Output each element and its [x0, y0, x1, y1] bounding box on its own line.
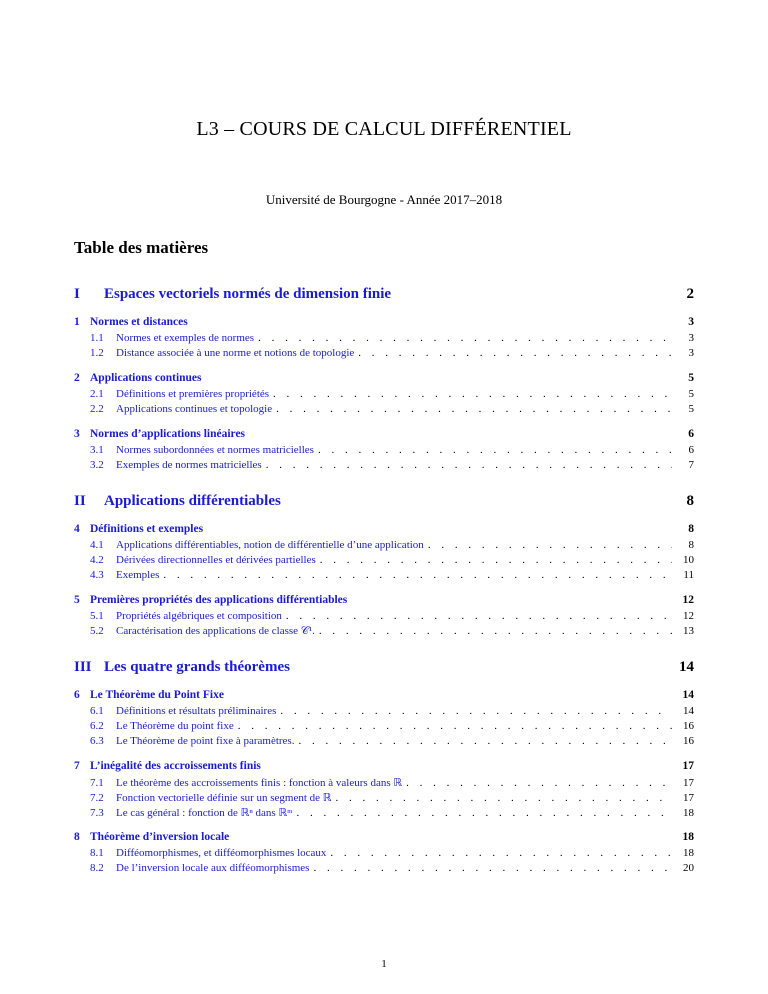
toc-entry-title[interactable]: Exemples: [116, 569, 160, 581]
toc-entry-number: 7.1: [90, 777, 104, 789]
toc-entry-number: 5: [74, 594, 80, 606]
toc-entry-page: 10: [683, 554, 694, 566]
toc-entry-number: 3.1: [90, 444, 104, 456]
toc-chapter[interactable]: [74, 372, 694, 388]
toc-entry-page: 8: [688, 539, 694, 551]
toc-entry-page: 14: [679, 659, 694, 675]
toc-section[interactable]: [90, 332, 694, 347]
toc-section[interactable]: [90, 847, 694, 862]
toc-entry-number: 2.1: [90, 388, 104, 400]
toc-leader-dots: [297, 807, 672, 819]
toc-section[interactable]: [90, 791, 694, 806]
toc-entry-title[interactable]: Le théorème des accroissements finis : fonction à valeurs dans ℝ: [116, 777, 403, 789]
toc-entry-page: 2: [686, 286, 694, 302]
toc-leader-dots: [336, 792, 672, 804]
toc-entry-title[interactable]: Définitions et résultats préliminaires: [116, 705, 277, 717]
toc-leader-dots: [163, 569, 672, 581]
toc-entry-title[interactable]: Applications continues et topologie: [116, 403, 273, 415]
toc-entry-title[interactable]: Définitions et exemples: [90, 523, 204, 535]
toc-entry-title[interactable]: Normes et distances: [90, 316, 188, 328]
toc-entry-number: I: [74, 286, 80, 302]
toc-section[interactable]: [90, 735, 694, 750]
toc-entry-number: 3: [74, 428, 80, 440]
toc-leader-dots: [286, 610, 672, 622]
toc-leader-dots: [280, 705, 672, 717]
toc-entry-page: 8: [688, 523, 694, 535]
toc-entry-title[interactable]: Caractérisation des applications de classe 𝒞¹.: [116, 625, 315, 637]
toc-entry-title[interactable]: Normes et exemples de normes: [116, 332, 255, 344]
toc-leader-dots: [238, 720, 672, 732]
toc-section[interactable]: [90, 705, 694, 720]
toc-section[interactable]: [90, 862, 694, 877]
toc-entry-number: III: [74, 659, 92, 675]
toc-entry-page: 17: [683, 792, 694, 804]
toc-entry-page: 18: [682, 831, 694, 843]
toc-section[interactable]: [90, 806, 694, 821]
toc-leader-dots: [358, 347, 672, 359]
toc-entry-title[interactable]: Le Théorème de point fixe à paramètres.: [116, 735, 295, 747]
toc-entry-number: 7.3: [90, 807, 104, 819]
toc-entry-title[interactable]: Applications différentiables, notion de différentielle d’une application: [116, 539, 424, 551]
toc-chapter[interactable]: [74, 831, 694, 847]
toc-entry-title[interactable]: Exemples de normes matricielles: [116, 459, 262, 471]
toc-chapter[interactable]: [74, 760, 694, 776]
toc-entry-number: 4.2: [90, 554, 104, 566]
toc-entry-title[interactable]: Dérivées directionnelles et dérivées partielles: [116, 554, 316, 566]
toc-entry-page: 14: [682, 689, 694, 701]
toc-entry-title[interactable]: Théorème d’inversion locale: [90, 831, 230, 843]
toc-entry-number: 4.1: [90, 539, 104, 551]
toc-entry-page: 6: [688, 444, 694, 456]
toc-entry-page: 16: [683, 720, 694, 732]
toc-entry-page: 5: [688, 372, 694, 384]
toc-entry-number: 2.2: [90, 403, 104, 415]
toc-entry-page: 17: [682, 760, 694, 772]
toc-entry-page: 12: [683, 610, 694, 622]
toc-leader-dots: [330, 847, 672, 859]
toc-entry-page: 5: [688, 403, 694, 415]
toc-entry-number: 3.2: [90, 459, 104, 471]
toc-entry-title[interactable]: Normes subordonnées et normes matricielles: [116, 444, 314, 456]
toc-leader-dots: [298, 735, 672, 747]
toc-section[interactable]: [90, 347, 694, 362]
toc-entry-title[interactable]: Distance associée à une norme et notions de topologie: [116, 347, 355, 359]
toc-entry-number: 8.1: [90, 847, 104, 859]
toc-leader-dots: [266, 459, 672, 471]
toc-leader-dots: [318, 444, 672, 456]
toc-entry-page: 20: [683, 862, 694, 874]
toc-entry-page: 3: [688, 316, 694, 328]
toc-entry-page: 17: [683, 777, 694, 789]
toc-entry-page: 18: [683, 807, 694, 819]
toc-leader-dots: [313, 862, 672, 874]
toc-entry-number: 6.1: [90, 705, 104, 717]
toc-entry-number: 1.1: [90, 332, 104, 344]
toc-entry-page: 16: [683, 735, 694, 747]
toc-section[interactable]: [90, 539, 694, 554]
toc-section[interactable]: [90, 610, 694, 625]
toc-entry-number: 7: [74, 760, 80, 772]
toc-entry-title[interactable]: Applications différentiables: [104, 493, 281, 509]
toc-leader-dots: [320, 554, 672, 566]
toc-entry-title[interactable]: Fonction vectorielle définie sur un segment de ℝ: [116, 792, 332, 804]
toc-entry-page: 6: [688, 428, 694, 440]
toc-entry-page: 5: [688, 388, 694, 400]
toc-section[interactable]: [90, 403, 694, 418]
toc-leader-dots: [273, 388, 672, 400]
toc-part[interactable]: [74, 286, 694, 306]
toc-section[interactable]: [90, 388, 694, 403]
page-number: 1: [381, 958, 387, 970]
toc-entry-title[interactable]: De l’inversion locale aux difféomorphismes: [116, 862, 310, 874]
toc-entry-number: 4: [74, 523, 80, 535]
toc-chapter[interactable]: [74, 594, 694, 610]
toc-leader-dots: [428, 539, 672, 551]
toc-leader-dots: [406, 777, 672, 789]
toc-entry-number: 1: [74, 316, 80, 328]
toc-entry-number: 8.2: [90, 862, 104, 874]
toc-entry-page: 13: [683, 625, 694, 637]
toc-heading: Table des matières: [74, 238, 209, 257]
toc-entry-number: 4.3: [90, 569, 104, 581]
toc-entry-title[interactable]: Définitions et premières propriétés: [116, 388, 270, 400]
toc-entry-number: 8: [74, 831, 80, 843]
toc-entry-number: 1.2: [90, 347, 104, 359]
toc-leader-dots: [258, 332, 672, 344]
toc-entry-title[interactable]: Le cas général : fonction de ℝⁿ dans ℝᵐ: [116, 807, 293, 819]
toc-entry-page: 3: [688, 332, 694, 344]
toc-entry-number: 5.1: [90, 610, 104, 622]
toc-entry-title[interactable]: Les quatre grands théorèmes: [104, 659, 290, 675]
toc-chapter[interactable]: [74, 523, 694, 539]
toc-entry-title[interactable]: Propriétés algébriques et composition: [116, 610, 282, 622]
toc-section[interactable]: [90, 720, 694, 735]
toc-entry-title[interactable]: Applications continues: [90, 372, 202, 384]
toc-entry-number: 5.2: [90, 625, 104, 637]
toc-leader-dots: [276, 403, 672, 415]
toc-entry-title[interactable]: Le Théorème du Point Fixe: [90, 689, 224, 701]
toc-entry-title[interactable]: Difféomorphismes, et difféomorphismes locaux: [116, 847, 327, 859]
toc-entry-number: 6: [74, 689, 80, 701]
toc-entry-page: 8: [686, 493, 694, 509]
toc-entry-title[interactable]: L’inégalité des accroissements finis: [90, 760, 261, 772]
toc-part[interactable]: [74, 659, 694, 679]
toc-section[interactable]: [90, 554, 694, 569]
toc-entry-number: II: [74, 493, 86, 509]
toc-section[interactable]: [90, 625, 694, 640]
toc-entry-number: 6.2: [90, 720, 104, 732]
toc-section[interactable]: [90, 569, 694, 584]
toc-entry-number: 7.2: [90, 792, 104, 804]
toc-leader-dots: [319, 625, 672, 637]
toc-entry-page: 11: [683, 569, 694, 581]
toc-section[interactable]: [90, 459, 694, 474]
document-subtitle: Université de Bourgogne - Année 2017–2018: [265, 192, 503, 207]
toc-chapter[interactable]: [74, 316, 694, 332]
toc-entry-number: 6.3: [90, 735, 104, 747]
toc-entry-page: 18: [683, 847, 694, 859]
toc-entry-page: 7: [688, 459, 694, 471]
toc-part[interactable]: [74, 493, 694, 513]
toc-chapter[interactable]: [74, 689, 694, 705]
toc-entry-title[interactable]: Espaces vectoriels normés de dimension finie: [104, 286, 392, 302]
toc-chapter[interactable]: [74, 428, 694, 444]
document-title: L3 – COURS DE CALCUL DIFFÉRENTIEL: [196, 118, 572, 140]
toc-section[interactable]: [90, 776, 694, 791]
toc-entry-title[interactable]: Normes d’applications linéaires: [90, 428, 246, 440]
toc-entry-page: 14: [683, 705, 694, 717]
toc-entry-page: 3: [688, 347, 694, 359]
toc-section[interactable]: [90, 444, 694, 459]
toc-entry-title[interactable]: Premières propriétés des applications différentiables: [90, 594, 348, 606]
toc-entry-title[interactable]: Le Théorème du point fixe: [116, 720, 234, 732]
toc-entry-number: 2: [74, 372, 80, 384]
toc-entry-page: 12: [682, 594, 694, 606]
